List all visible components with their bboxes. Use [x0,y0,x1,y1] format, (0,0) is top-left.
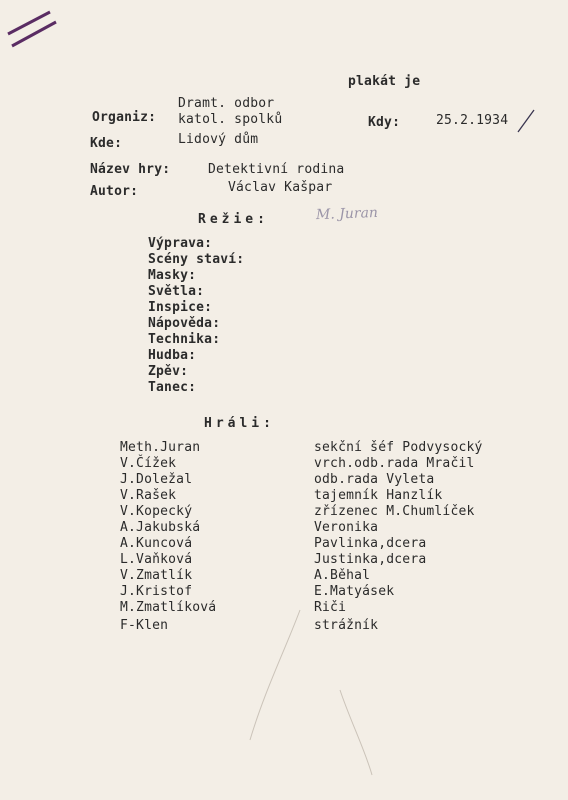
crew-svetla: Světla: [148,284,205,299]
cast-actor: Meth.Juran [120,440,201,455]
cast-actor: V.Kopecký [120,504,193,519]
cast-actor: A.Kuncová [120,536,193,551]
kdy-label: Kdy: [368,115,401,130]
cast-role: zřízenec M.Chumlíček [314,504,475,519]
cast-actor: J.Kristof [120,584,193,599]
cast-heading: Hráli: [204,416,275,431]
cast-role: Veronika [314,520,379,535]
cast-actor: V.Rašek [120,488,177,503]
crew-napoveda: Nápověda: [148,316,221,331]
cast-role: E.Matyásek [314,584,395,599]
crew-masky: Masky: [148,268,197,283]
cast-role: Riči [314,600,347,615]
poster-note: plakát je [348,74,421,89]
cast-actor: V.Zmatlík [120,568,193,583]
crew-inspice: Inspice: [148,300,213,315]
cast-actor: A.Jakubská [120,520,201,535]
kde-value: Lidový dům [178,132,259,147]
cast-actor: F-Klen [120,618,169,633]
cast-role: sekční šéf Podvysocký [314,440,483,455]
cast-role: A.Běhal [314,568,371,583]
rezie-label: Režie: [198,212,269,227]
autor-label: Autor: [90,184,139,199]
crew-hudba: Hudba: [148,348,197,363]
cast-role: odb.rada Vyleta [314,472,435,487]
autor-value: Václav Kašpar [228,180,333,195]
slash-mark [512,106,538,136]
organiz-value-line1: Dramt. odbor [178,96,275,111]
cast-role: Justinka,dcera [314,552,427,567]
nazev-value: Detektivní rodina [208,162,345,177]
crew-vyprava: Výprava: [148,236,213,251]
crew-technika: Technika: [148,332,221,347]
cast-actor: L.Vaňková [120,552,193,567]
crew-sceny-stavi: Scény staví: [148,252,245,267]
cast-actor: V.Čížek [120,456,177,471]
kde-label: Kde: [90,136,123,151]
cast-actor: J.Doležal [120,472,193,487]
kdy-value: 25.2.1934 [436,113,509,128]
crew-zpev: Zpěv: [148,364,189,379]
organiz-value-line2: katol. spolků [178,112,283,127]
nazev-label: Název hry: [90,162,171,177]
cast-role: strážník [314,618,379,633]
cast-role: vrch.odb.rada Mračil [314,456,475,471]
cast-actor: M.Zmatlíková [120,600,217,615]
crew-tanec: Tanec: [148,380,197,395]
cast-role: tajemník Hanzlík [314,488,443,503]
director-signature: M. Juran [315,204,379,224]
cast-role: Pavlinka,dcera [314,536,427,551]
organiz-label: Organiz: [92,110,157,125]
